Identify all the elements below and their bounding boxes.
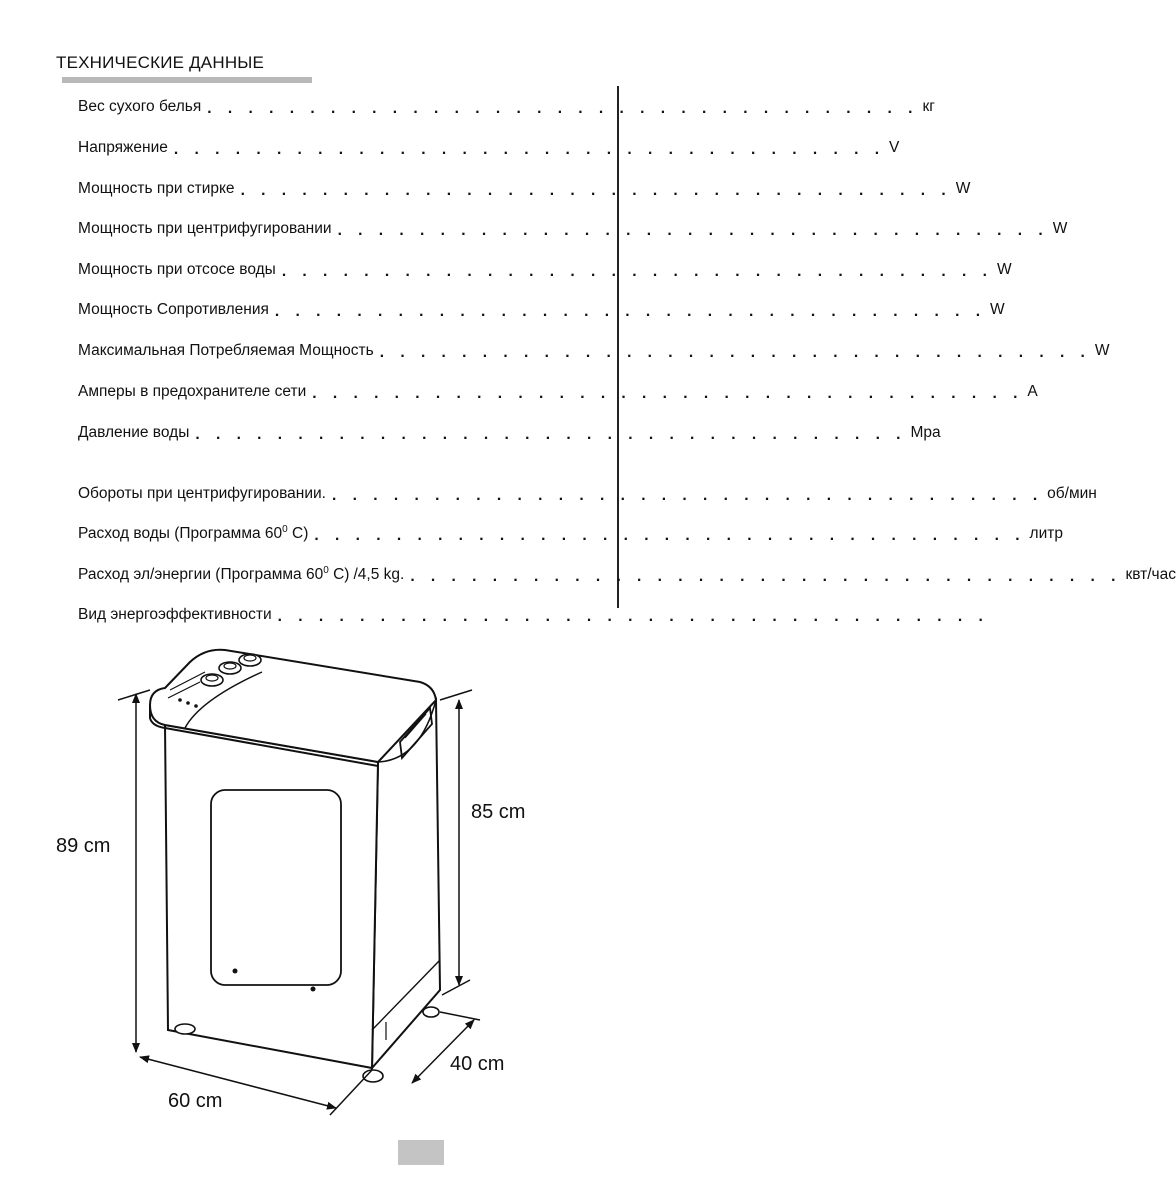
spec-unit: кг (922, 98, 935, 115)
spec-label: Мощность при центрифугировании (78, 220, 332, 237)
spec-value: /4,5 kg. (353, 566, 405, 583)
page-title: ТЕХНИЧЕСКИЕ ДАННЫЕ (56, 53, 265, 72)
spec-label: Мощность при отсосе воды (78, 261, 276, 278)
spec-unit: V (889, 139, 900, 156)
leader-dots: . . . . . . . . . . . . . . . . . . . . . . . . . . . . . . . . . . . (274, 303, 987, 320)
dimension-height-total-label: 89 cm (56, 835, 111, 857)
leader-dots: . . . . . . . . . . . . . . . . . . . . . . . . . . . . . . . . . . . (410, 568, 1122, 585)
leader-dots: . . . . . . . . . . . . . . . . . . . . . . . . . . . . . . . . . . . (332, 487, 1044, 504)
spec-label: Расход эл/энергии (Программа $60^0$ С) (78, 564, 350, 583)
dimension-width-label: 60 cm (168, 1090, 223, 1112)
washing-machine-illustration (150, 650, 440, 1082)
leader-dots: . . . . . . . . . . . . . . . . . . . . . . . . . . . . . . . . . . . (337, 222, 1049, 239)
leader-dots: . . . . . . . . . . . . . . . . . . . . . . . . . . . . . . . . . . . (312, 385, 1024, 402)
spec-label: Амперы в предохранителе сети (78, 383, 307, 400)
leader-dots: . . . . . . . . . . . . . . . . . . . . . . . . . . . . . . . . . . . (207, 100, 919, 117)
spec-label: Мощность Сопротивления (78, 301, 269, 318)
spec-unit: W (1052, 220, 1068, 237)
leader-dots: . . . . . . . . . . . . . . . . . . . . . . . . . . . . . . . . . . . (314, 527, 1026, 544)
spec-label: Вес сухого белья (78, 98, 202, 115)
spec-unit: литр (1029, 525, 1063, 542)
spec-unit: W (1094, 342, 1110, 359)
spec-unit: квт/час (1125, 566, 1176, 583)
spec-unit: об/мин (1047, 485, 1097, 502)
dimension-depth-label: 40 cm (450, 1053, 505, 1075)
spec-unit: W (955, 180, 971, 197)
dimension-height-body-label: 85 cm (471, 801, 526, 823)
spec-unit: A (1027, 383, 1038, 400)
spec-unit: W (996, 261, 1012, 278)
spec-label: Напряжение (78, 139, 168, 156)
page-number-box (398, 1140, 444, 1165)
leader-dots: . . . . . . . . . . . . . . . . . . . . . . . . . . . . . . . . . . . (195, 426, 907, 443)
spec-label: Обороты при центрифугировании. (78, 485, 326, 502)
spec-label: Максимальная Потребляемая Мощность (78, 342, 374, 359)
leader-dots: . . . . . . . . . . . . . . . . . . . . . . . . . . . . . . . . . . . (277, 608, 989, 625)
spec-unit: W (990, 301, 1005, 318)
spec-label: Давление воды (78, 424, 190, 441)
leader-dots: . . . . . . . . . . . . . . . . . . . . . . . . . . . . . . . . . . . (379, 344, 1091, 361)
spec-label: Расход воды (Программа $60^0$ С) (78, 523, 309, 542)
leader-dots: . . . . . . . . . . . . . . . . . . . . . . . . . . . . . . . . . . . (281, 263, 993, 280)
spec-unit: Мра (910, 424, 941, 441)
spec-label: Мощность при стирке (78, 180, 235, 197)
leader-dots: . . . . . . . . . . . . . . . . . . . . . . . . . . . . . . . . . . . (240, 182, 952, 199)
spec-label: Вид энергоэффективности (78, 606, 272, 623)
leader-dots: . . . . . . . . . . . . . . . . . . . . . . . . . . . . . . . . . . . (173, 141, 886, 158)
